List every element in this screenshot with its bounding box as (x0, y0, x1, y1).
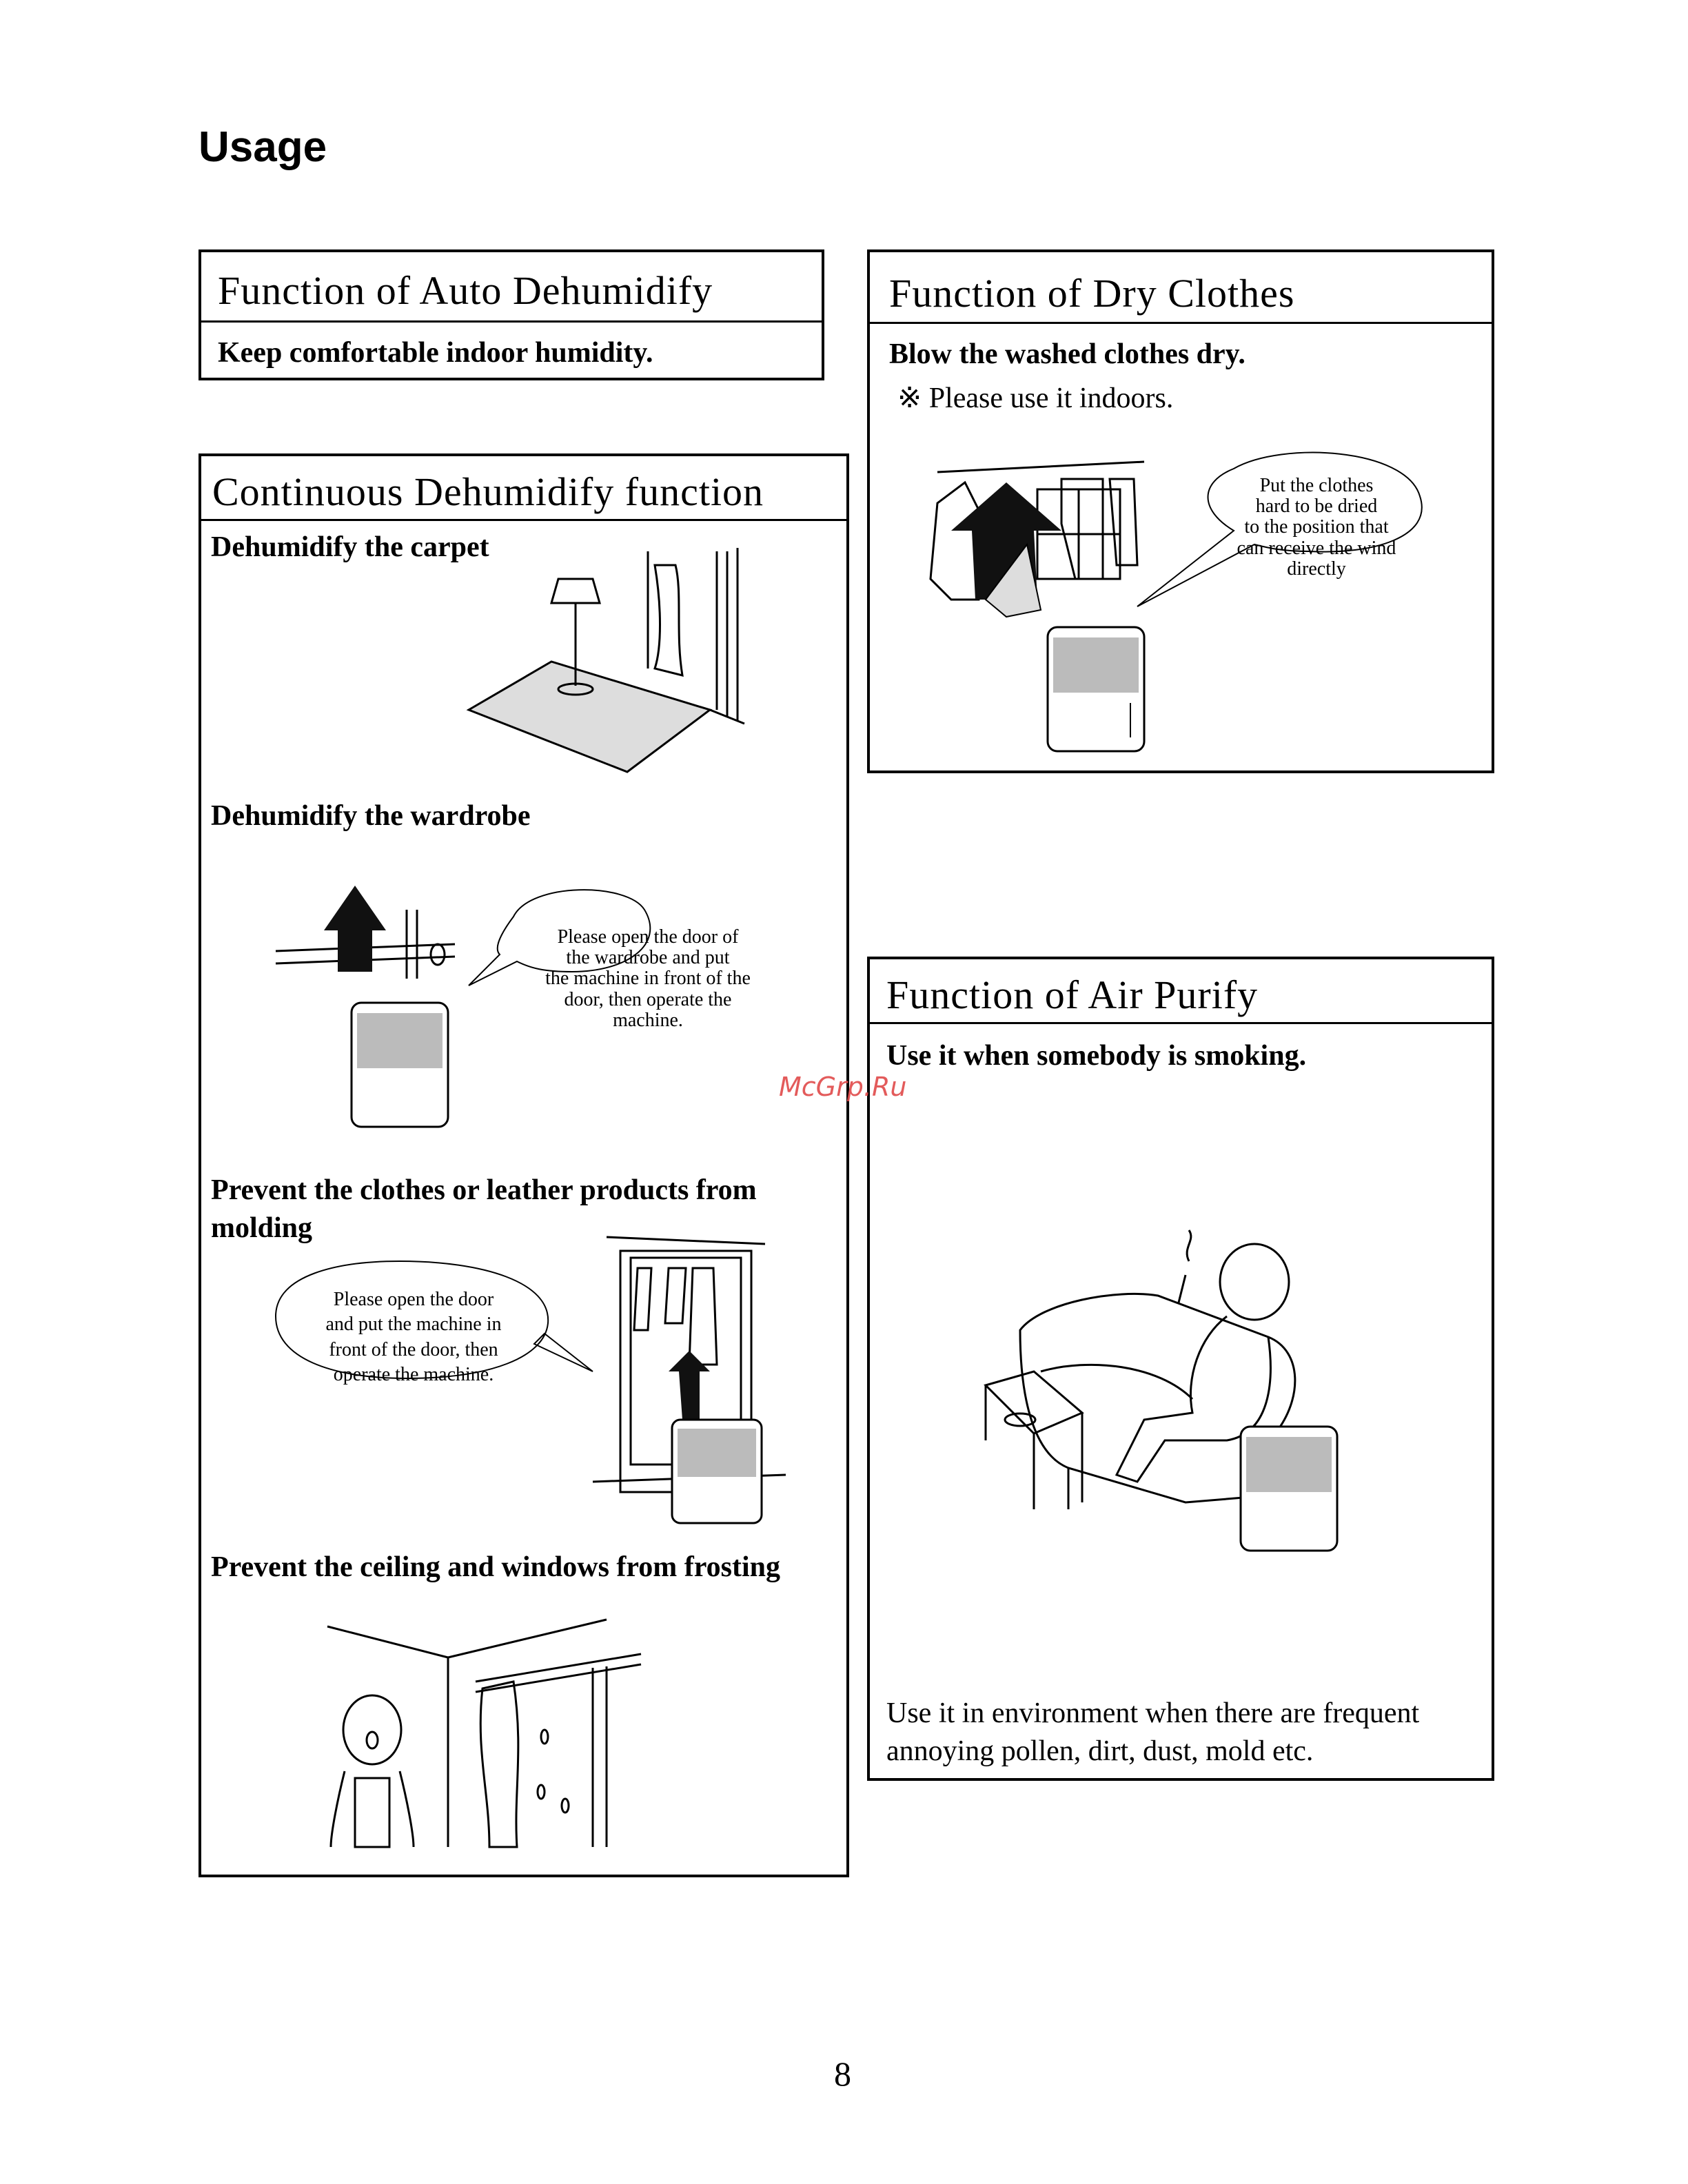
dry-clothes-note: ※ Please use it indoors. (897, 382, 1174, 414)
wardrobe-heading: Dehumidify the wardrobe (211, 800, 531, 832)
bubble-line: the wardrobe and put (566, 947, 730, 969)
arrow-up-icon (669, 1351, 710, 1420)
dry-clothes-text: Blow the washed clothes dry. (889, 338, 1245, 370)
bubble-line: can receive the wind (1237, 537, 1396, 559)
dehumidifier-icon (352, 1003, 448, 1127)
bubble-line: directly (1287, 558, 1346, 580)
bubble-line: and put the machine in (325, 1314, 502, 1336)
carpet-illustration (455, 538, 765, 786)
page-number: 8 (834, 2054, 851, 2093)
air-purify-bottom-line1: Use it in environment when there are frequent (886, 1697, 1420, 1729)
bubble-line: machine. (613, 1009, 683, 1031)
dehumidifier-icon (1241, 1427, 1337, 1551)
molding-heading-line1: Prevent the clothes or leather products from (211, 1174, 757, 1206)
dry-clothes-heading: Function of Dry Clothes (870, 252, 1492, 324)
auto-dehumidify-text: Keep comfortable indoor humidity. (218, 337, 653, 369)
molding-heading-line2: molding (211, 1212, 313, 1244)
dehumidifier-icon (1048, 627, 1144, 751)
bubble-line: hard to be dried (1255, 496, 1378, 518)
bubble-line: Please open the door (333, 1289, 494, 1310)
wardrobe-bubble (524, 927, 772, 1031)
air-purify-text: Use it when somebody is smoking. (886, 1040, 1307, 1072)
bubble-line: to the position that (1244, 516, 1389, 538)
person-icon (331, 1695, 414, 1847)
watermark: McGrp.Ru (779, 1072, 907, 1102)
auto-dehumidify-heading: Function of Auto Dehumidify (201, 252, 822, 323)
bubble-line: operate the machine. (333, 1364, 494, 1386)
frosting-illustration (317, 1613, 675, 1854)
smoking-illustration (979, 1234, 1365, 1558)
dehumidifier-icon (672, 1420, 762, 1523)
bubble-line: Please open the door of (557, 926, 739, 948)
air-purify-heading: Function of Air Purify (870, 959, 1492, 1024)
carpet-heading: Dehumidify the carpet (211, 531, 489, 563)
bubble-line: the machine in front of the (545, 968, 751, 990)
bubble-line: front of the door, then (329, 1338, 498, 1360)
frosting-heading: Prevent the ceiling and windows from frosting (211, 1551, 780, 1583)
air-purify-bottom-line2: annoying pollen, dirt, dust, mold etc. (886, 1735, 1314, 1767)
molding-bubble (289, 1287, 538, 1388)
page-title: Usage (199, 123, 327, 171)
bubble-line: door, then operate the (564, 988, 732, 1010)
bubble-line: Put the clothes (1259, 475, 1374, 496)
continuous-dehumidify-heading: Continuous Dehumidify function (201, 456, 846, 521)
auto-dehumidify-box (199, 249, 824, 380)
dry-clothes-bubble (1220, 476, 1413, 580)
